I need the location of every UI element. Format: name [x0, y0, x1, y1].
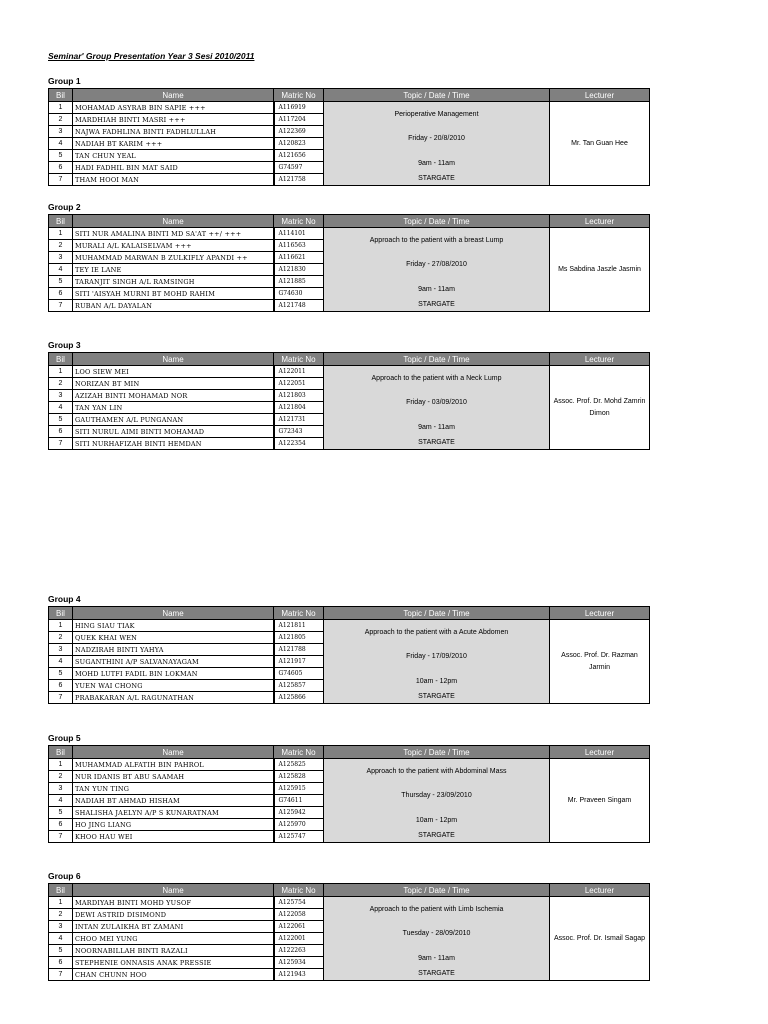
student-name: MUHAMMAD MARWAN B ZULKIFLY APANDI ++ [73, 252, 274, 264]
student-name: NORIZAN BT MIN [73, 378, 274, 390]
header-matric: Matric No [274, 89, 324, 102]
matric-number: A121943 [274, 969, 324, 981]
group-block [48, 732, 649, 843]
header-name: Name [73, 353, 274, 366]
bil-cell: 1 [49, 759, 73, 771]
bil-cell: 7 [49, 300, 73, 312]
topic-title: Approach to the patient with a Acute Abdomen [364, 629, 509, 636]
bil-cell: 6 [49, 819, 73, 831]
matric-number: A121656 [274, 150, 324, 162]
topic-cell [324, 620, 550, 704]
bil-cell: 7 [49, 831, 73, 843]
table-row [49, 228, 650, 240]
header-lecturer: Lecturer [550, 89, 650, 102]
header-matric: Matric No [274, 746, 324, 759]
header-bil: Bil [49, 884, 73, 897]
header-name: Name [73, 746, 274, 759]
student-name: TAN YAN LIN [73, 402, 274, 414]
topic-venue: STARGATE [418, 301, 455, 308]
matric-number: A121788 [274, 644, 324, 656]
bil-cell: 1 [49, 897, 73, 909]
bil-cell: 4 [49, 933, 73, 945]
student-name: HING SIAU TIAK [73, 620, 274, 632]
matric-number: A122369 [274, 126, 324, 138]
student-name: SUGANTHINI A/P SALVANAYAGAM [73, 656, 274, 668]
matric-number: A122051 [274, 378, 324, 390]
bil-cell: 6 [49, 288, 73, 300]
matric-number: A125942 [274, 807, 324, 819]
header-lecturer: Lecturer [550, 353, 650, 366]
header-name: Name [73, 215, 274, 228]
bil-cell: 6 [49, 957, 73, 969]
header-matric: Matric No [274, 353, 324, 366]
matric-number: A125754 [274, 897, 324, 909]
bil-cell: 5 [49, 668, 73, 680]
student-name: NADIAH BT KARIM +++ [73, 138, 274, 150]
schedule-table [48, 352, 650, 450]
matric-number: A125747 [274, 831, 324, 843]
topic-date: Friday - 17/09/2010 [406, 653, 467, 660]
student-name: SITI 'AISYAH MURNI BT MOHD RAHIM [73, 288, 274, 300]
group-block [48, 201, 649, 312]
bil-cell: 7 [49, 692, 73, 704]
matric-number: A114101 [274, 228, 324, 240]
student-name: MURALI A/L KALAISELVAM +++ [73, 240, 274, 252]
matric-number: G74630 [274, 288, 324, 300]
topic-cell [324, 366, 550, 450]
matric-number: A125915 [274, 783, 324, 795]
bil-cell: 3 [49, 921, 73, 933]
header-matric: Matric No [274, 215, 324, 228]
matric-number: A120823 [274, 138, 324, 150]
group-block [48, 339, 649, 450]
student-name: SITI NUR AMALINA BINTI MD SA'AT ++/ +++ [73, 228, 274, 240]
group-label: Group 4 [48, 594, 81, 604]
matric-number: A121748 [274, 300, 324, 312]
topic-venue: STARGATE [418, 693, 455, 700]
matric-number: A121811 [274, 620, 324, 632]
header-bil: Bil [49, 353, 73, 366]
matric-number: A125825 [274, 759, 324, 771]
table-row [49, 102, 650, 114]
student-name: GAUTHAMEN A/L PUNGANAN [73, 414, 274, 426]
topic-title: Approach to the patient with a breast Lump [369, 237, 504, 244]
schedule-table [48, 606, 650, 704]
topic-cell [324, 897, 550, 981]
bil-cell: 1 [49, 620, 73, 632]
matric-number: G74605 [274, 668, 324, 680]
student-name: QUEK KHAI WEN [73, 632, 274, 644]
student-name: LOO SIEW MEI [73, 366, 274, 378]
group-label: Group 2 [48, 202, 81, 212]
bil-cell: 5 [49, 945, 73, 957]
matric-number: A122061 [274, 921, 324, 933]
bil-cell: 1 [49, 366, 73, 378]
topic-title: Approach to the patient with a Neck Lump [371, 375, 502, 382]
bil-cell: 2 [49, 632, 73, 644]
bil-cell: 4 [49, 402, 73, 414]
matric-number: G74611 [274, 795, 324, 807]
topic-venue: STARGATE [418, 832, 455, 839]
header-lecturer: Lecturer [550, 607, 650, 620]
matric-number: G72343 [274, 426, 324, 438]
student-name: MARDHIAH BINTI MASRI +++ [73, 114, 274, 126]
matric-number: A121830 [274, 264, 324, 276]
header-name: Name [73, 607, 274, 620]
bil-cell: 1 [49, 228, 73, 240]
topic-cell [324, 759, 550, 843]
matric-number: A122354 [274, 438, 324, 450]
bil-cell: 5 [49, 150, 73, 162]
matric-number: A116563 [274, 240, 324, 252]
student-name: THAM HOOI MAN [73, 174, 274, 186]
header-topic: Topic / Date / Time [324, 215, 550, 228]
bil-cell: 2 [49, 114, 73, 126]
schedule-table [48, 214, 650, 312]
bil-cell: 6 [49, 162, 73, 174]
schedule-table [48, 883, 650, 981]
lecturer-name: Assoc. Prof. Dr. Ismail Sagap [550, 897, 650, 981]
bil-cell: 6 [49, 680, 73, 692]
matric-number: A125866 [274, 692, 324, 704]
student-name: TAN CHUN YEAL [73, 150, 274, 162]
lecturer-name: Ms Sabdina Jaszle Jasmin [550, 228, 650, 312]
bil-cell: 7 [49, 174, 73, 186]
bil-cell: 4 [49, 656, 73, 668]
matric-number: A121917 [274, 656, 324, 668]
topic-venue: STARGATE [418, 439, 455, 446]
matric-number: A121804 [274, 402, 324, 414]
bil-cell: 4 [49, 138, 73, 150]
bil-cell: 4 [49, 795, 73, 807]
header-topic: Topic / Date / Time [324, 746, 550, 759]
schedule-table [48, 88, 650, 186]
student-name: SHALISHA JAELYN A/P S KUNARATNAM [73, 807, 274, 819]
student-name: TAN YUN TING [73, 783, 274, 795]
header-bil: Bil [49, 215, 73, 228]
topic-title: Approach to the patient with Limb Ischemia [369, 906, 504, 913]
topic-cell [324, 228, 550, 312]
group-label: Group 5 [48, 733, 81, 743]
group-label: Group 6 [48, 871, 81, 881]
student-name: MOHAMAD ASYRAB BIN SAPIE +++ [73, 102, 274, 114]
student-name: NUR IDANIS BT ABU SAAMAH [73, 771, 274, 783]
student-name: INTAN ZULAIKHA BT ZAMANI [73, 921, 274, 933]
bil-cell: 7 [49, 969, 73, 981]
bil-cell: 3 [49, 644, 73, 656]
student-name: HO JING LIANG [73, 819, 274, 831]
matric-number: G74597 [274, 162, 324, 174]
matric-number: A116621 [274, 252, 324, 264]
student-name: CHOO MEI YUNG [73, 933, 274, 945]
topic-venue: STARGATE [418, 970, 455, 977]
bil-cell: 2 [49, 771, 73, 783]
student-name: RUBAN A/L DAYALAN [73, 300, 274, 312]
student-name: AZIZAH BINTI MOHAMAD NOR [73, 390, 274, 402]
matric-number: A125970 [274, 819, 324, 831]
matric-number: A125828 [274, 771, 324, 783]
student-name: TARANJIT SINGH A/L RAMSINGH [73, 276, 274, 288]
topic-time: 10am - 12pm [415, 817, 458, 824]
topic-time: 9am - 11am [418, 160, 455, 167]
topic-time: 9am - 11am [418, 955, 455, 962]
table-row [49, 897, 650, 909]
bil-cell: 2 [49, 909, 73, 921]
header-name: Name [73, 89, 274, 102]
topic-date: Friday - 03/09/2010 [406, 399, 467, 406]
student-name: MOHD LUTFI FADIL BIN LOKMAN [73, 668, 274, 680]
student-name: PRABAKARAN A/L RAGUNATHAN [73, 692, 274, 704]
matric-number: A121885 [274, 276, 324, 288]
matric-number: A121731 [274, 414, 324, 426]
student-name: STEPHENIE ONNASIS ANAK PRESSIE [73, 957, 274, 969]
matric-number: A122263 [274, 945, 324, 957]
matric-number: A122058 [274, 909, 324, 921]
student-name: SITI NURUL AIMI BINTI MOHAMAD [73, 426, 274, 438]
matric-number: A122011 [274, 366, 324, 378]
header-name: Name [73, 884, 274, 897]
bil-cell: 2 [49, 378, 73, 390]
topic-date: Tuesday - 28/09/2010 [402, 930, 471, 937]
bil-cell: 5 [49, 807, 73, 819]
header-lecturer: Lecturer [550, 215, 650, 228]
matric-number: A116919 [274, 102, 324, 114]
student-name: MARDIYAH BINTI MOHD YUSOF [73, 897, 274, 909]
bil-cell: 4 [49, 264, 73, 276]
student-name: KHOO HAU WEI [73, 831, 274, 843]
topic-date: Friday - 27/08/2010 [406, 261, 467, 268]
bil-cell: 5 [49, 276, 73, 288]
matric-number: A121803 [274, 390, 324, 402]
lecturer-name: Mr. Praveen Singam [550, 759, 650, 843]
student-name: NAJWA FADHLINA BINTI FADHLULLAH [73, 126, 274, 138]
bil-cell: 3 [49, 390, 73, 402]
header-topic: Topic / Date / Time [324, 607, 550, 620]
topic-title: Perioperative Management [394, 111, 479, 118]
student-name: NADIAH BT AHMAD HISHAM [73, 795, 274, 807]
topic-date: Thursday - 23/09/2010 [401, 792, 472, 799]
bil-cell: 2 [49, 240, 73, 252]
bil-cell: 3 [49, 252, 73, 264]
student-name: NADZIRAH BINTI YAHYA [73, 644, 274, 656]
header-topic: Topic / Date / Time [324, 89, 550, 102]
bil-cell: 6 [49, 426, 73, 438]
bil-cell: 7 [49, 438, 73, 450]
topic-time: 9am - 11am [418, 424, 455, 431]
header-bil: Bil [49, 746, 73, 759]
student-name: SITI NURHAFIZAH BINTI HEMDAN [73, 438, 274, 450]
student-name: YUEN WAI CHONG [73, 680, 274, 692]
header-topic: Topic / Date / Time [324, 884, 550, 897]
group-block [48, 593, 649, 704]
table-row [49, 620, 650, 632]
table-row [49, 759, 650, 771]
topic-time: 10am - 12pm [415, 678, 458, 685]
matric-number: A121758 [274, 174, 324, 186]
matric-number: A122001 [274, 933, 324, 945]
group-block [48, 870, 649, 981]
topic-venue: STARGATE [418, 175, 455, 182]
schedule-table [48, 745, 650, 843]
student-name: MUHAMMAD ALFATIH BIN PAHROL [73, 759, 274, 771]
header-topic: Topic / Date / Time [324, 353, 550, 366]
header-bil: Bil [49, 89, 73, 102]
page-title: Seminar' Group Presentation Year 3 Sesi 2010/2011 [48, 51, 255, 61]
matric-number: A117204 [274, 114, 324, 126]
bil-cell: 3 [49, 126, 73, 138]
matric-number: A121805 [274, 632, 324, 644]
lecturer-name: Assoc. Prof. Dr. Razman Jarmin [550, 620, 650, 704]
topic-time: 9am - 11am [418, 286, 455, 293]
student-name: DEWI ASTRID DISIMOND [73, 909, 274, 921]
topic-date: Friday - 20/8/2010 [408, 135, 465, 142]
student-name: TEY IE LANE [73, 264, 274, 276]
table-row [49, 366, 650, 378]
bil-cell: 3 [49, 783, 73, 795]
group-label: Group 1 [48, 76, 81, 86]
group-block [48, 75, 649, 186]
header-bil: Bil [49, 607, 73, 620]
student-name: HADI FADHIL BIN MAT SAID [73, 162, 274, 174]
header-lecturer: Lecturer [550, 884, 650, 897]
header-matric: Matric No [274, 884, 324, 897]
matric-number: A125857 [274, 680, 324, 692]
group-label: Group 3 [48, 340, 81, 350]
topic-cell [324, 102, 550, 186]
header-matric: Matric No [274, 607, 324, 620]
lecturer-name: Assoc. Prof. Dr. Mohd Zamrin Dimon [550, 366, 650, 450]
bil-cell: 5 [49, 414, 73, 426]
header-lecturer: Lecturer [550, 746, 650, 759]
student-name: NOORNABILLAH BINTI RAZALI [73, 945, 274, 957]
lecturer-name: Mr. Tan Guan Hee [550, 102, 650, 186]
bil-cell: 1 [49, 102, 73, 114]
matric-number: A125934 [274, 957, 324, 969]
student-name: CHAN CHUNN HOO [73, 969, 274, 981]
topic-title: Approach to the patient with Abdominal Mass [366, 768, 507, 775]
